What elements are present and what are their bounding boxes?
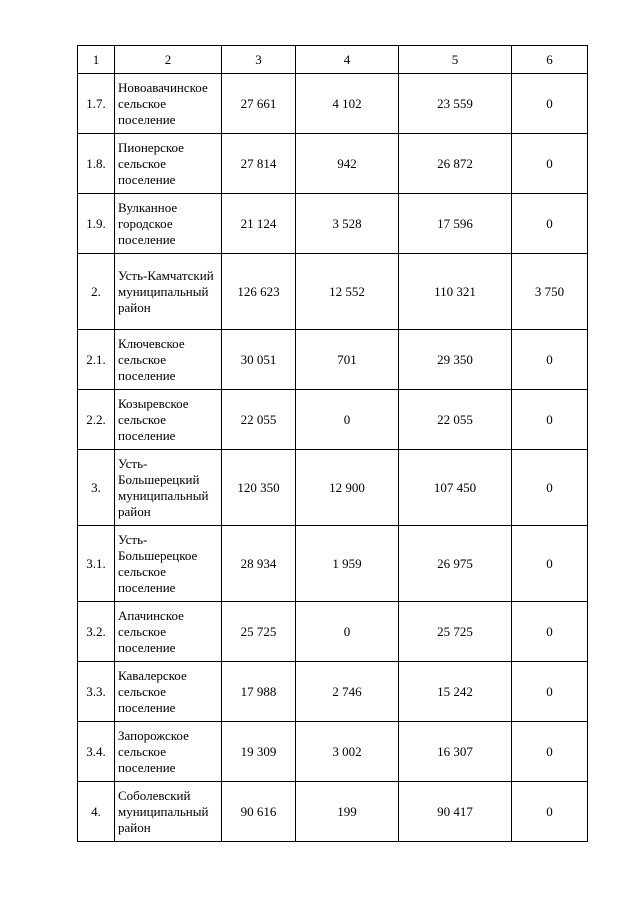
table-row — [78, 74, 588, 134]
value-col-3: 27 661 — [222, 74, 296, 134]
table-row — [78, 194, 588, 254]
value-col-4: 199 — [296, 782, 399, 842]
value-col-5: 26 975 — [399, 526, 512, 602]
value-col-6: 0 — [512, 390, 588, 450]
value-col-4: 4 102 — [296, 74, 399, 134]
row-number: 3. — [78, 450, 115, 526]
value-col-5: 17 596 — [399, 194, 512, 254]
municipality-name: Новоавачинское сельское поселение — [115, 74, 222, 134]
municipality-name: Соболевский муниципальный район — [115, 782, 222, 842]
value-col-3: 28 934 — [222, 526, 296, 602]
municipality-name: Запорожское сельское поселение — [115, 722, 222, 782]
municipality-name: Пионерское сельское поселение — [115, 134, 222, 194]
municipality-name: Усть-Большерецкий муниципальный район — [115, 450, 222, 526]
value-col-4: 701 — [296, 330, 399, 390]
value-col-6: 0 — [512, 722, 588, 782]
value-col-5: 90 417 — [399, 782, 512, 842]
header-cell: 3 — [222, 46, 296, 74]
value-col-5: 25 725 — [399, 602, 512, 662]
value-col-6: 0 — [512, 134, 588, 194]
row-number: 2.2. — [78, 390, 115, 450]
value-col-3: 17 988 — [222, 662, 296, 722]
value-col-6: 0 — [512, 526, 588, 602]
value-col-4: 3 528 — [296, 194, 399, 254]
value-col-5: 23 559 — [399, 74, 512, 134]
value-col-5: 26 872 — [399, 134, 512, 194]
table-row — [78, 134, 588, 194]
row-number: 2.1. — [78, 330, 115, 390]
table-row — [78, 330, 588, 390]
value-col-3: 30 051 — [222, 330, 296, 390]
value-col-4: 0 — [296, 602, 399, 662]
value-col-4: 12 900 — [296, 450, 399, 526]
row-number: 3.3. — [78, 662, 115, 722]
value-col-5: 110 321 — [399, 254, 512, 330]
data-table — [77, 45, 588, 842]
value-col-3: 22 055 — [222, 390, 296, 450]
table-row — [78, 390, 588, 450]
value-col-3: 27 814 — [222, 134, 296, 194]
header-cell: 1 — [78, 46, 115, 74]
row-number: 4. — [78, 782, 115, 842]
table-row — [78, 602, 588, 662]
municipality-name: Вулканное городское поселение — [115, 194, 222, 254]
value-col-6: 0 — [512, 330, 588, 390]
table-row — [78, 526, 588, 602]
value-col-6: 0 — [512, 450, 588, 526]
header-cell: 5 — [399, 46, 512, 74]
value-col-3: 90 616 — [222, 782, 296, 842]
row-number: 2. — [78, 254, 115, 330]
municipality-name: Апачинское сельское поселение — [115, 602, 222, 662]
value-col-6: 0 — [512, 74, 588, 134]
value-col-3: 126 623 — [222, 254, 296, 330]
header-row — [78, 46, 588, 74]
value-col-6: 0 — [512, 782, 588, 842]
row-number: 3.2. — [78, 602, 115, 662]
value-col-6: 3 750 — [512, 254, 588, 330]
municipality-name: Козыревское сельское поселение — [115, 390, 222, 450]
row-number: 3.4. — [78, 722, 115, 782]
municipality-name: Усть-Камчатский муниципальный район — [115, 254, 222, 330]
table-row — [78, 662, 588, 722]
value-col-5: 15 242 — [399, 662, 512, 722]
value-col-4: 942 — [296, 134, 399, 194]
value-col-4: 1 959 — [296, 526, 399, 602]
table-row — [78, 722, 588, 782]
value-col-6: 0 — [512, 602, 588, 662]
value-col-3: 120 350 — [222, 450, 296, 526]
value-col-3: 19 309 — [222, 722, 296, 782]
municipality-name: Усть-Большерецкое сельское поселение — [115, 526, 222, 602]
header-cell: 6 — [512, 46, 588, 74]
value-col-4: 0 — [296, 390, 399, 450]
table-row — [78, 450, 588, 526]
municipality-name: Кавалерское сельское поселение — [115, 662, 222, 722]
value-col-3: 21 124 — [222, 194, 296, 254]
row-number: 1.9. — [78, 194, 115, 254]
value-col-3: 25 725 — [222, 602, 296, 662]
value-col-5: 107 450 — [399, 450, 512, 526]
value-col-5: 16 307 — [399, 722, 512, 782]
value-col-4: 12 552 — [296, 254, 399, 330]
value-col-6: 0 — [512, 194, 588, 254]
header-cell: 2 — [115, 46, 222, 74]
municipality-name: Ключевское сельское поселение — [115, 330, 222, 390]
row-number: 1.8. — [78, 134, 115, 194]
value-col-5: 29 350 — [399, 330, 512, 390]
value-col-4: 3 002 — [296, 722, 399, 782]
value-col-4: 2 746 — [296, 662, 399, 722]
table-row — [78, 254, 588, 330]
value-col-5: 22 055 — [399, 390, 512, 450]
table-row — [78, 782, 588, 842]
row-number: 3.1. — [78, 526, 115, 602]
row-number: 1.7. — [78, 74, 115, 134]
header-cell: 4 — [296, 46, 399, 74]
value-col-6: 0 — [512, 662, 588, 722]
